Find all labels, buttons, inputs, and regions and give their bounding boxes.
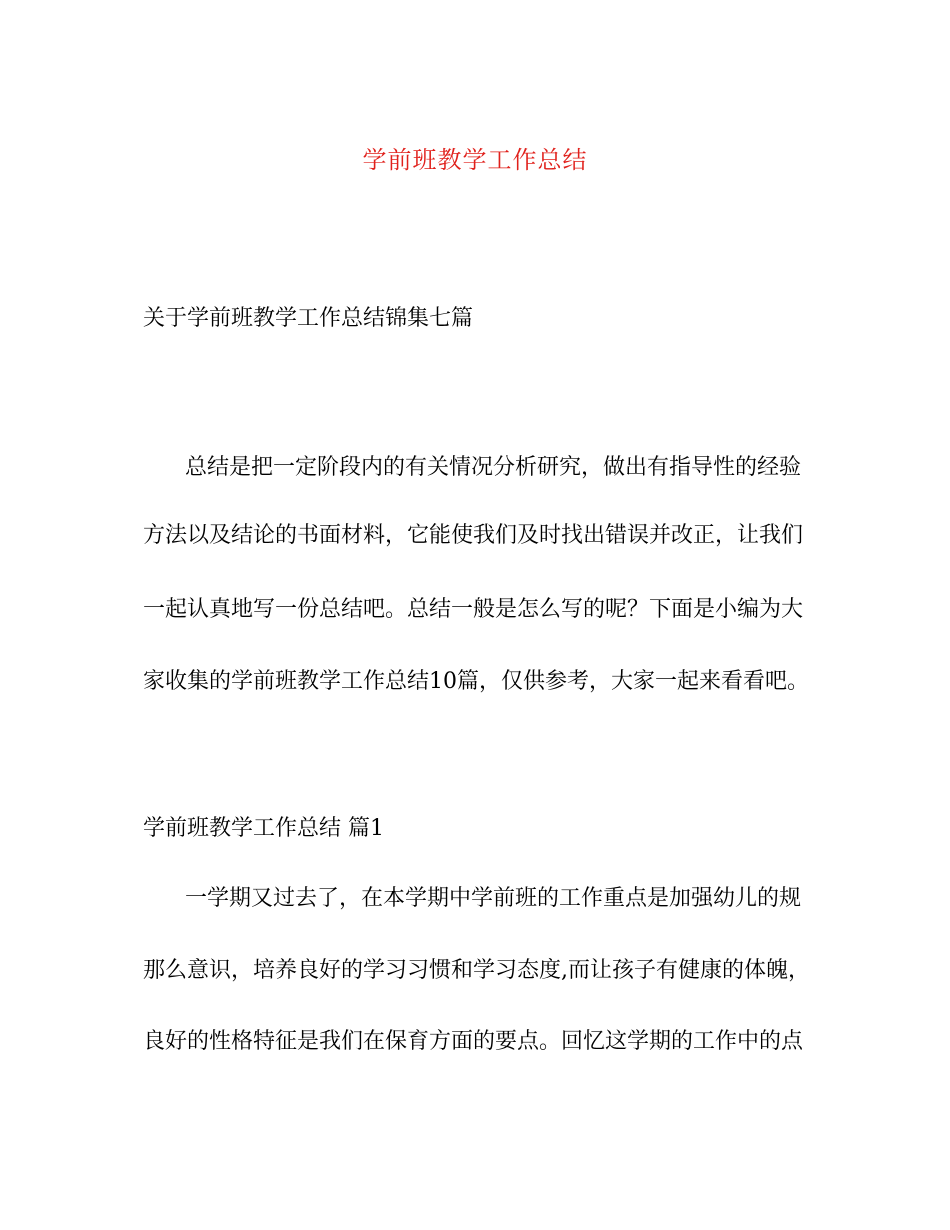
intro-line-4: 家收集的学前班教学工作总结10篇，仅供参考，大家一起来看看吧。 bbox=[143, 669, 809, 694]
document-subtitle: 关于学前班教学工作总结锦集七篇 bbox=[143, 306, 474, 331]
section1-line-1: 一学期又过去了，在本学期中学前班的工作重点是加强幼儿的规 bbox=[185, 886, 802, 911]
section1-line-2: 那么意识，培养良好的学习习惯和学习态度,而让孩子有健康的体魄， bbox=[143, 958, 810, 983]
intro-line-1: 总结是把一定阶段内的有关情况分析研究，做出有指导性的经验 bbox=[185, 455, 802, 480]
intro-line-3: 一起认真地写一份总结吧。总结一般是怎么写的呢？下面是小编为大 bbox=[143, 597, 804, 622]
section1-line-3: 良好的性格特征是我们在保育方面的要点。回忆这学期的工作中的点 bbox=[143, 1029, 804, 1054]
section1-heading: 学前班教学工作总结 篇1 bbox=[143, 816, 384, 841]
intro-line-2: 方法以及结论的书面材料，它能使我们及时找出错误并改正，让我们 bbox=[143, 523, 804, 548]
document-title: 学前班教学工作总结 bbox=[362, 146, 588, 174]
